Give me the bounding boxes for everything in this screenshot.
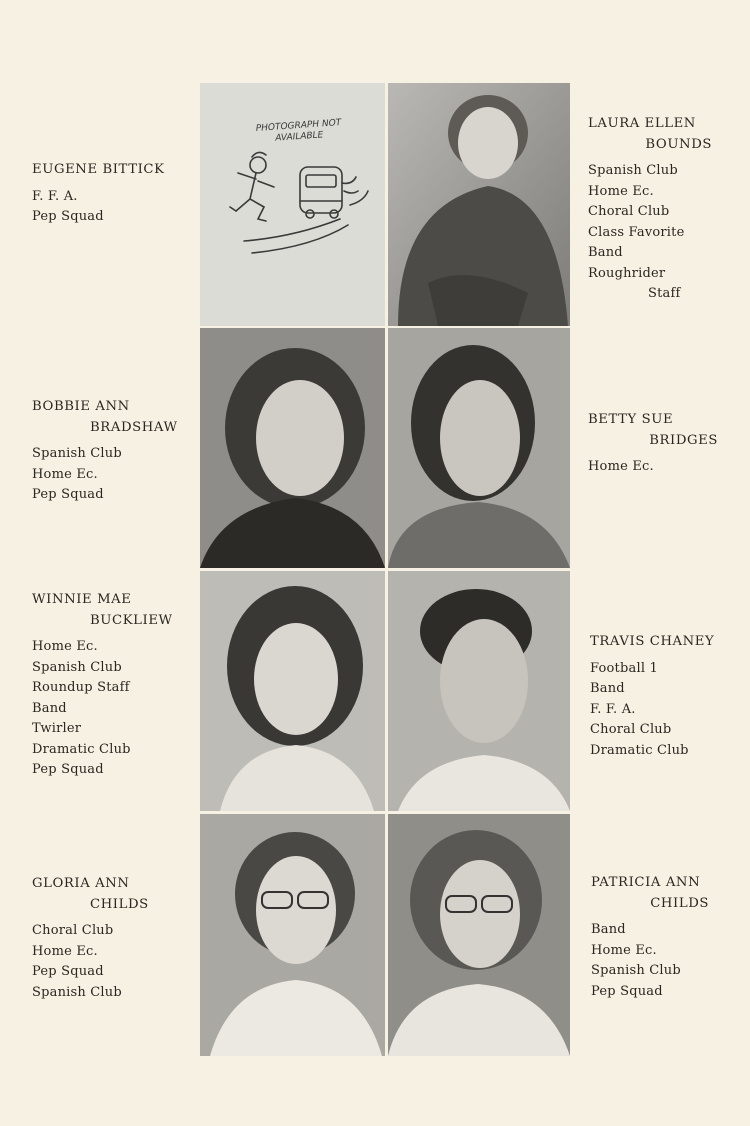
portrait-image (200, 814, 385, 1056)
student-photo (388, 814, 570, 1056)
activity-item: Class Favorite (588, 224, 685, 240)
activity-list (32, 187, 165, 228)
activity-item: Band (591, 922, 626, 937)
portrait-image (388, 571, 570, 811)
activity-item: Home Ec. (32, 639, 98, 654)
activity-item: Band (588, 245, 623, 260)
activity-item: Band (590, 681, 625, 696)
student-travis-chaney (590, 632, 714, 761)
portrait-image (388, 83, 570, 326)
activity-item: Choral Club (588, 204, 670, 219)
activity-item: Spanish Club (591, 963, 681, 978)
activity-list (590, 659, 714, 762)
student-patricia-ann-childs (591, 873, 709, 1002)
student-name: TRAVIS CHANEY (590, 634, 715, 649)
activity-item: Choral Club (590, 722, 672, 737)
activity-list (32, 637, 173, 781)
activity-item: Spanish Club (32, 446, 122, 461)
photo-not-available-placeholder (200, 83, 385, 326)
student-name: BOBBIE ANN (32, 399, 130, 414)
activity-item: Pep Squad (591, 983, 663, 999)
student-name: EUGENE BITTICK (32, 162, 165, 177)
student-surname: BOUNDS (645, 136, 712, 152)
activity-item: Football 1 (590, 660, 658, 676)
activity-item: Band (32, 700, 67, 716)
student-laura-ellen-bounds (588, 114, 712, 305)
activity-list (591, 920, 709, 1002)
activity-item: Twirler (32, 721, 82, 736)
student-name: WINNIE MAE (32, 592, 132, 607)
portrait-image (200, 571, 385, 811)
activity-list (32, 444, 178, 506)
student-surname: BRADSHAW (90, 419, 178, 435)
activity-list (588, 457, 718, 478)
student-bobbie-ann-bradshaw (32, 397, 178, 506)
portrait-image (388, 328, 570, 568)
activity-item: Choral Club (32, 923, 114, 938)
activity-item: Pep Squad (32, 762, 104, 777)
student-name: LAURA ELLEN (588, 116, 696, 131)
activity-list (588, 161, 712, 305)
activity-item: F. F. A. (590, 701, 636, 717)
student-photo (200, 571, 385, 811)
activity-item: Dramatic Club (590, 742, 689, 758)
activity-item: Home Ec. (32, 466, 98, 482)
student-eugene-bittick (32, 160, 165, 228)
student-surname: CHILDS (650, 895, 709, 911)
portrait-image (388, 814, 570, 1056)
activity-item: Spanish Club (32, 659, 122, 675)
activity-item: Roundup Staff (32, 680, 130, 695)
activity-item: Spanish Club (32, 984, 122, 1000)
student-gloria-ann-childs (32, 874, 149, 1003)
activity-item: Home Ec. (588, 183, 654, 199)
activity-item: Pep Squad (32, 964, 104, 979)
activity-item: Pep Squad (32, 209, 104, 224)
activity-item: Roughrider (588, 265, 666, 281)
cartoon-bus-icon (200, 83, 385, 326)
student-photo (388, 83, 570, 326)
activity-item: Pep Squad (32, 487, 104, 502)
student-name: BETTY SUE (588, 412, 674, 427)
activity-item: Home Ec. (588, 459, 654, 474)
student-name: PATRICIA ANN (591, 875, 701, 890)
student-betty-sue-bridges (588, 410, 718, 478)
activity-item: Home Ec. (32, 943, 98, 959)
student-photo (388, 328, 570, 568)
student-photo (388, 571, 570, 811)
student-surname: BUCKLIEW (90, 612, 173, 628)
student-winnie-mae-buckliew (32, 590, 173, 781)
activity-item: Home Ec. (591, 942, 657, 958)
activity-item: Spanish Club (588, 163, 678, 178)
student-surname: CHILDS (90, 896, 149, 912)
student-photo (200, 814, 385, 1056)
activity-list (32, 921, 149, 1003)
activity-item: Dramatic Club (32, 741, 131, 757)
activity-item: F. F. A. (32, 188, 78, 204)
student-surname: BRIDGES (649, 432, 718, 448)
student-photo (200, 328, 385, 568)
student-name: GLORIA ANN (32, 876, 130, 891)
portrait-image (200, 328, 385, 568)
activity-item: Staff (648, 286, 681, 301)
photo-placeholder-caption: PHOTOGRAPH NOT AVAILABLE (255, 118, 342, 144)
